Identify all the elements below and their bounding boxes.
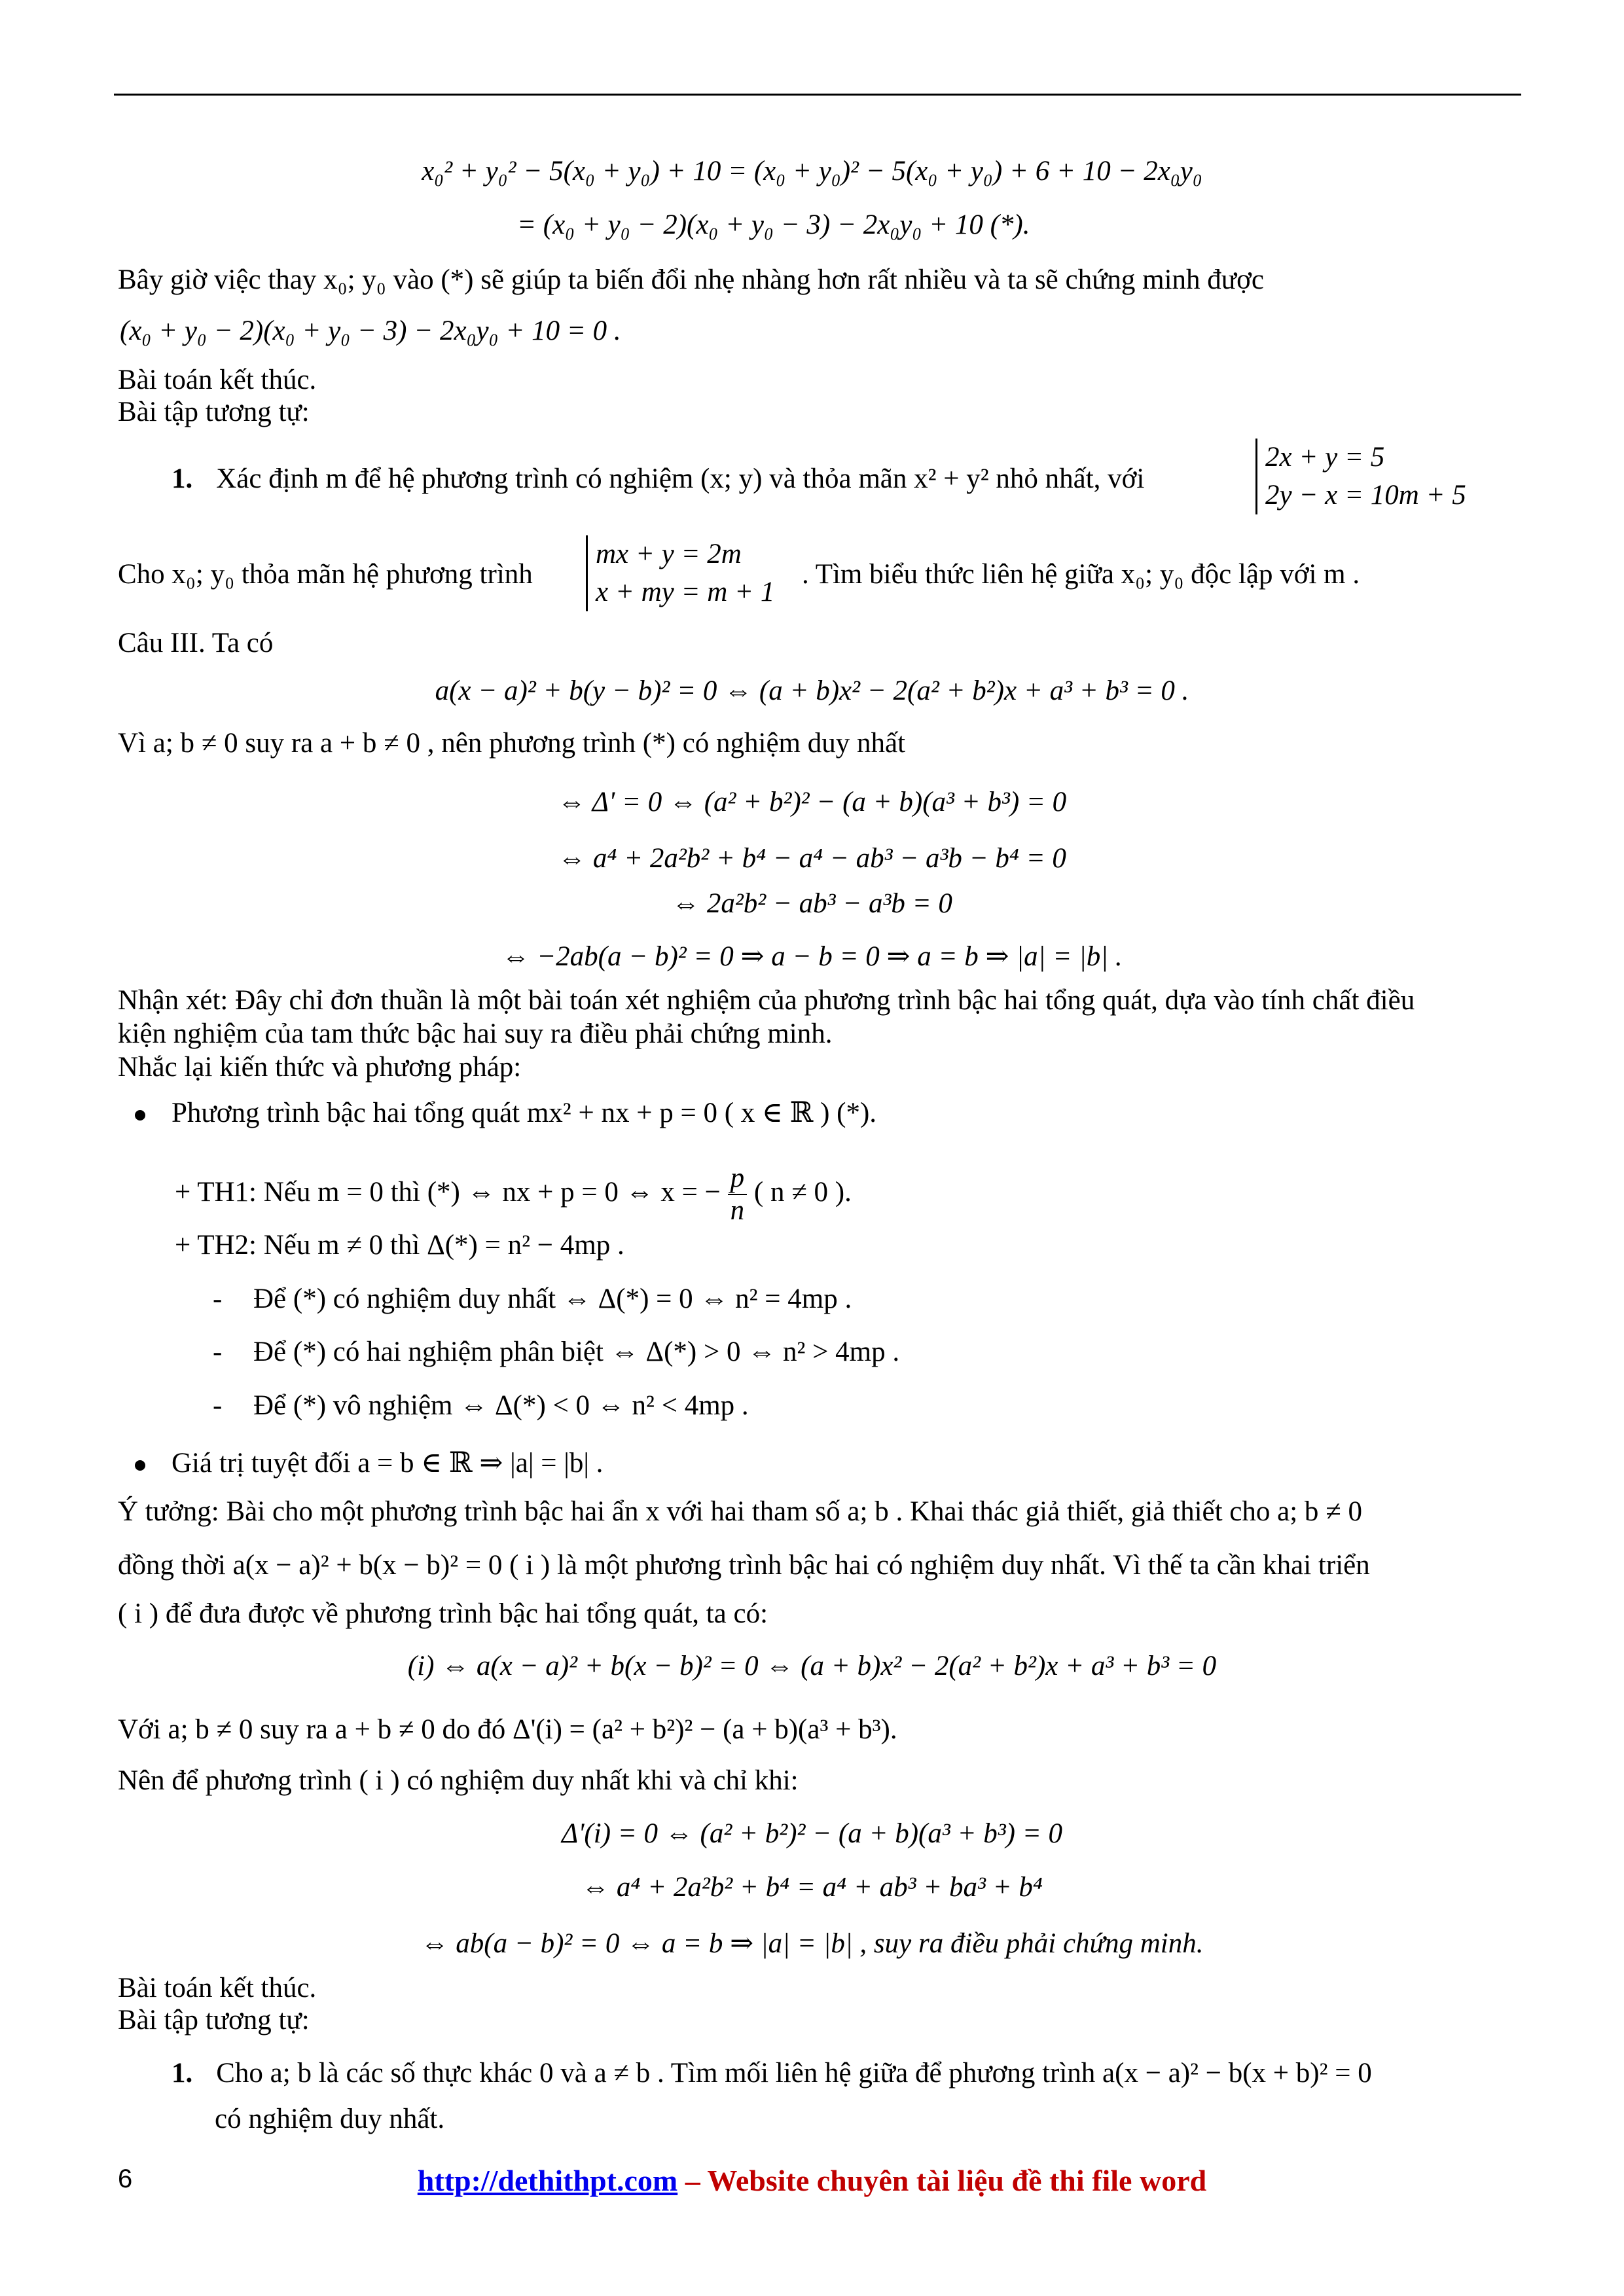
equation-line: Δ'(i) = 0 ⇔ (a² + b²)² − (a + b)(a³ + b³) = 0 [562,1818,1062,1849]
bullet-item [135,1096,876,1130]
dash-mark: - [213,1390,223,1421]
system-row: x + my = m + 1 [596,577,775,607]
sub-item-text: Để (*) vô nghiệm ⇔ Δ(*) < 0 ⇔ n² < 4mp . [253,1390,749,1421]
sub-item-text: Để (*) có hai nghiệm phân biệt ⇔ Δ(*) > 0 ⇔ n² > 4mp . [253,1336,900,1367]
paragraph: kiện nghiệm của tam thức bậc hai suy ra điều phải chứng minh. [118,1018,833,1049]
fraction-denominator: n [730,1195,745,1226]
equation-line: = (x₀ + y₀ − 2)(x₀ + y₀ − 3) − 2x₀y₀ + 10 (*). [517,209,1030,240]
paragraph: Ý tưởng: Bài cho một phương trình bậc hai ẩn x với hai tham số a; b . Khai thác giả thiết, giả thiết cho a; b ≠ 0 [118,1496,1363,1527]
section-heading: Câu III. Ta có [118,628,274,658]
fraction-numerator: p [728,1162,748,1195]
equation-line: a(x − a)² + b(y − b)² = 0 ⇔ (a + b)x² − 2(a² + b²)x + a³ + b³ = 0 . [435,675,1189,706]
equation-line: (i) ⇔ a(x − a)² + b(x − b)² = 0 ⇔ (a + b)x² − 2(a² + b²)x + a³ + b³ = 0 [407,1651,1217,1681]
paragraph: Bài toán kết thúc. [118,1973,317,2003]
footer-link[interactable]: http://dethithpt.com [417,2164,678,2197]
bullet-item [135,1446,603,1480]
paragraph: Bài toán kết thúc. [118,365,317,395]
case-line [175,1162,852,1227]
equation-line: x₀² + y₀² − 5(x₀ + y₀) + 10 = (x₀ + y₀)² − 5(x₀ + y₀) + 6 + 10 − 2x₀y₀ [422,156,1202,187]
paragraph: Bây giờ việc thay x₀; y₀ vào (*) sẽ giúp ta biến đổi nhẹ nhàng hơn rất nhiều và ta sẽ chứng minh được [118,264,1264,295]
dash-mark: - [213,1283,223,1314]
paragraph: Cho x₀; y₀ thỏa mãn hệ phương trình [118,559,533,590]
exercise-number: 1. [171,463,193,494]
equation-line: ⇔ ab(a − b)² = 0 ⇔ a = b ⇒ |a| = |b| , suy ra điều phải chứng minh. [420,1928,1204,1959]
equation-line: ⇔ 2a²b² − ab³ − a³b = 0 [672,888,952,919]
paragraph: Nhận xét: Đây chỉ đơn thuần là một bài toán xét nghiệm của phương trình bậc hai tổng quát, dựa vào tính chất điều [118,985,1415,1016]
equation-line: (x₀ + y₀ − 2)(x₀ + y₀ − 3) − 2x₀y₀ + 10 = 0 . [120,315,621,346]
fraction [728,1162,748,1227]
system-row: mx + y = 2m [596,539,742,569]
section-heading: Bài tập tương tự: [118,2005,310,2036]
header-rule [114,94,1521,96]
paragraph: đồng thời a(x − a)² + b(x − b)² = 0 ( i ) là một phương trình bậc hai có nghiệm duy nhất. Vì thế ta cần khai triển [118,1550,1370,1581]
equation-line: ⇔ −2ab(a − b)² = 0 ⇒ a − b = 0 ⇒ a = b ⇒ |a| = |b| . [501,941,1123,972]
sub-item-text: Để (*) có nghiệm duy nhất ⇔ Δ(*) = 0 ⇔ n² = 4mp . [253,1283,852,1314]
sub-item [213,1282,852,1316]
equation-line: ⇔ a⁴ + 2a²b² + b⁴ = a⁴ + ab³ + ba³ + b⁴ [581,1872,1043,1903]
paragraph: Với a; b ≠ 0 suy ra a + b ≠ 0 do đó Δ'(i) = (a² + b²)² − (a + b)(a³ + b³). [118,1714,897,1745]
exercise-number: 1. [171,2058,193,2089]
section-heading: Bài tập tương tự: [118,397,310,427]
equation-system [1255,439,1466,514]
bullet-text: Giá trị tuyệt đối a = b ∈ ℝ ⇒ |a| = |b| . [171,1448,604,1479]
sub-item [213,1389,749,1423]
system-row: 2x + y = 5 [1265,442,1385,473]
exercise-item [171,2056,1372,2090]
sub-item [213,1335,899,1369]
paragraph: ( i ) để đưa được về phương trình bậc hai tổng quát, ta có: [118,1598,768,1629]
bullet-text: Phương trình bậc hai tổng quát mx² + nx + p = 0 ( x ∈ ℝ ) (*). [171,1098,877,1128]
exercise-item [171,462,1144,496]
paragraph: Nên để phương trình ( i ) có nghiệm duy nhất khi và chỉ khi: [118,1765,799,1796]
dash-mark: - [213,1336,223,1367]
footer [0,2163,1624,2198]
equation-line: ⇔ Δ' = 0 ⇔ (a² + b²)² − (a + b)(a³ + b³) = 0 [557,787,1067,817]
footer-tagline: – Website chuyên tài liệu đề thi file word [677,2164,1207,2197]
bullet-dot [135,1460,145,1471]
case-line: + TH2: Nếu m ≠ 0 thì Δ(*) = n² − 4mp . [175,1230,624,1261]
system-row: 2y − x = 10m + 5 [1265,480,1466,511]
exercise-text: Cho a; b là các số thực khác 0 và a ≠ b . Tìm mối liên hệ giữa để phương trình a(x − a)² − b(x + b)² = 0 [216,2058,1372,2089]
section-heading: Nhắc lại kiến thức và phương pháp: [118,1052,522,1083]
equation-system [586,535,774,611]
bullet-dot [135,1110,145,1121]
exercise-text: Xác định m để hệ phương trình có nghiệm (x; y) và thỏa mãn x² + y² nhỏ nhất, với [216,463,1145,494]
equation-line: ⇔ a⁴ + 2a²b² + b⁴ − a⁴ − ab³ − a³b − b⁴ = 0 [558,843,1066,874]
page-number: 6 [118,2164,133,2193]
case-text: + TH1: Nếu m = 0 thì (*) ⇔ nx + p = 0 ⇔ x = − [175,1176,721,1208]
case-text: ( n ≠ 0 ). [753,1176,852,1208]
paragraph: Vì a; b ≠ 0 suy ra a + b ≠ 0 , nên phương trình (*) có nghiệm duy nhất [118,728,906,759]
paragraph: . Tìm biểu thức liên hệ giữa x₀; y₀ độc lập với m . [802,559,1360,590]
exercise-text: có nghiệm duy nhất. [215,2104,445,2134]
